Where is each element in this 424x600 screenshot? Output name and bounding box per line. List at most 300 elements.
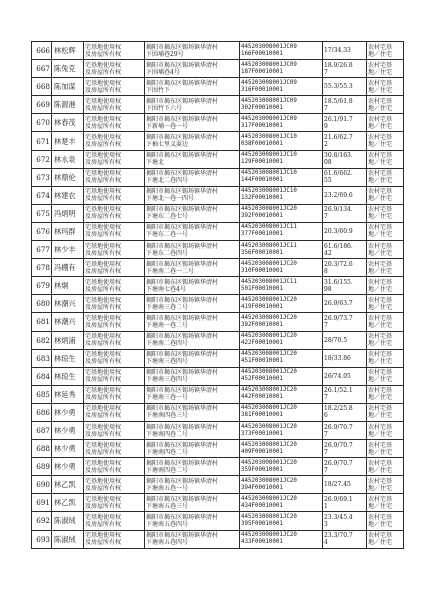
owner-name-cell bbox=[52, 168, 84, 186]
area-value: 26.9/70.7 bbox=[324, 423, 353, 431]
row-number-cell bbox=[32, 259, 52, 277]
unit-code-cell bbox=[240, 331, 323, 349]
unit-code-cell bbox=[240, 78, 323, 96]
unit-code-cell bbox=[240, 277, 323, 295]
area-value: 23.3/70.7 bbox=[324, 532, 353, 540]
row-number: 678 bbox=[36, 263, 50, 273]
unit-code-cell bbox=[240, 96, 323, 114]
area-value-cell bbox=[323, 259, 367, 277]
owner-name-cell bbox=[52, 60, 84, 78]
area-value-cell bbox=[323, 512, 367, 530]
unit-code-cell bbox=[240, 132, 323, 150]
unit-code: 132F00010001 bbox=[241, 195, 283, 202]
right-type: 及房屋所有权 bbox=[85, 213, 122, 221]
register-sheet bbox=[31, 41, 404, 549]
right-type-cell bbox=[84, 204, 145, 222]
land-use-cell bbox=[367, 349, 404, 367]
right-type: 宅基地使用权 bbox=[85, 260, 122, 268]
land-use: 农村宅基 bbox=[368, 369, 393, 377]
area-value-cell bbox=[323, 349, 367, 367]
unit-code-cell bbox=[240, 60, 323, 78]
unit-code: 317F00010001 bbox=[241, 122, 283, 129]
unit-code-cell bbox=[240, 367, 323, 385]
land-use-cell bbox=[367, 42, 404, 60]
owner-name: 陈兔克 bbox=[54, 64, 76, 74]
owner-name: 林潮兴 bbox=[54, 299, 76, 309]
row-number: 674 bbox=[36, 190, 50, 200]
unit-code-cell bbox=[240, 168, 323, 186]
land-use: 地／住宅 bbox=[368, 195, 393, 203]
table-row bbox=[32, 132, 404, 150]
land-use: 地／住宅 bbox=[368, 340, 393, 348]
owner-name-cell bbox=[52, 78, 84, 96]
land-use-cell bbox=[367, 331, 404, 349]
land-use: 地／住宅 bbox=[368, 358, 393, 366]
right-type: 及房屋所有权 bbox=[85, 340, 122, 348]
unit-code: 445203008001JC20 bbox=[241, 296, 297, 303]
owner-name: 陈加谋 bbox=[54, 82, 76, 92]
area-value: 31.6/155. bbox=[324, 278, 353, 286]
area-value: 7 bbox=[324, 466, 328, 474]
unit-code-cell bbox=[240, 512, 323, 530]
right-type: 宅基地使用权 bbox=[85, 97, 122, 105]
unit-code: 445203008001JC10 bbox=[241, 134, 297, 141]
area-value-cell bbox=[323, 277, 367, 295]
right-type: 宅基地使用权 bbox=[85, 441, 122, 449]
unit-code: 445203008001JC20 bbox=[241, 423, 297, 430]
right-type-cell bbox=[84, 349, 145, 367]
property-location: 揭阳市揭东区锡场镇华清村 bbox=[146, 513, 219, 521]
area-value: 7 bbox=[324, 68, 328, 76]
land-use-cell bbox=[367, 512, 404, 530]
right-type-cell bbox=[84, 530, 145, 548]
owner-name-cell bbox=[52, 476, 84, 494]
right-type: 及房屋所有权 bbox=[85, 430, 122, 438]
right-type-cell bbox=[84, 186, 145, 204]
right-type-cell bbox=[84, 132, 145, 150]
row-number-cell bbox=[32, 367, 52, 385]
land-use: 地／住宅 bbox=[368, 122, 393, 130]
area-value-cell bbox=[323, 367, 367, 385]
row-number: 682 bbox=[36, 335, 50, 345]
right-type: 宅基地使用权 bbox=[85, 477, 122, 485]
owner-name: 林少勇 bbox=[54, 462, 76, 472]
area-value-cell bbox=[323, 132, 367, 150]
right-type-cell bbox=[84, 222, 145, 240]
right-type: 及房屋所有权 bbox=[85, 448, 122, 456]
row-number-cell bbox=[32, 96, 52, 114]
property-location: 揭阳市揭东区锡场镇华清村 bbox=[146, 441, 219, 449]
property-location: 下新埔一巷一号 bbox=[146, 122, 189, 130]
land-use: 农村宅基 bbox=[368, 513, 393, 521]
area-value: 20.3/60.9 bbox=[324, 227, 353, 235]
row-number: 685 bbox=[36, 389, 50, 399]
land-use: 农村宅基 bbox=[368, 296, 393, 304]
right-type: 宅基地使用权 bbox=[85, 495, 122, 503]
land-use-cell bbox=[367, 476, 404, 494]
property-location: 揭阳市揭东区锡场镇华清村 bbox=[146, 224, 219, 232]
right-type: 及房屋所有权 bbox=[85, 520, 122, 528]
land-use-cell bbox=[367, 385, 404, 403]
area-value-cell bbox=[323, 114, 367, 132]
area-value: 6 bbox=[324, 412, 328, 420]
unit-code: 316F00010001 bbox=[241, 86, 283, 93]
land-use: 农村宅基 bbox=[368, 43, 393, 51]
unit-code: 442F00010001 bbox=[241, 394, 283, 401]
property-location-cell bbox=[145, 114, 240, 132]
area-value: 9 bbox=[324, 122, 328, 130]
land-use: 地／住宅 bbox=[368, 249, 393, 257]
registration-table bbox=[31, 41, 404, 549]
area-value-cell bbox=[323, 222, 367, 240]
land-use-cell bbox=[367, 241, 404, 259]
owner-name: 林鼎伦 bbox=[54, 172, 76, 182]
land-use: 农村宅基 bbox=[368, 278, 393, 286]
land-use: 农村宅基 bbox=[368, 97, 393, 105]
property-location-cell bbox=[145, 42, 240, 60]
unit-code: 445203008001JC20 bbox=[241, 405, 297, 412]
property-location: 揭阳市揭东区锡场镇华清村 bbox=[146, 79, 219, 87]
row-number-cell bbox=[32, 241, 52, 259]
row-number: 669 bbox=[36, 100, 50, 110]
property-location: 揭阳市揭东区锡场镇华清村 bbox=[146, 134, 219, 142]
land-use: 地／住宅 bbox=[368, 448, 393, 456]
right-type-cell bbox=[84, 476, 145, 494]
right-type-cell bbox=[84, 295, 145, 313]
table-row bbox=[32, 458, 404, 476]
right-type: 及房屋所有权 bbox=[85, 321, 122, 329]
row-number: 687 bbox=[36, 426, 50, 436]
owner-name: 林琼生 bbox=[54, 371, 76, 381]
right-type: 宅基地使用权 bbox=[85, 513, 122, 521]
property-location: 下塘南五巷一号 bbox=[146, 484, 189, 492]
land-use-cell bbox=[367, 150, 404, 168]
property-location: 下塘北 bbox=[146, 159, 165, 167]
unit-code: 381F00010001 bbox=[241, 412, 283, 419]
area-value-cell bbox=[323, 186, 367, 204]
property-location-cell bbox=[145, 241, 240, 259]
owner-name-cell bbox=[52, 277, 84, 295]
owner-name: 陈淑绒 bbox=[54, 516, 76, 526]
land-use-cell bbox=[367, 222, 404, 240]
property-location: 揭阳市揭东区锡场镇华清村 bbox=[146, 43, 219, 51]
property-location-cell bbox=[145, 295, 240, 313]
property-location: 下塘北一巷一四号 bbox=[146, 195, 195, 203]
unit-code: 451F00010001 bbox=[241, 358, 283, 365]
right-type: 宅基地使用权 bbox=[85, 152, 122, 160]
property-location: 揭阳市揭东区锡场镇华清村 bbox=[146, 351, 219, 359]
owner-name: 林琼生 bbox=[54, 353, 76, 363]
right-type: 宅基地使用权 bbox=[85, 134, 122, 142]
owner-name-cell bbox=[52, 96, 84, 114]
property-location: 揭阳市揭东区锡场镇华清村 bbox=[146, 314, 219, 322]
right-type: 及房屋所有权 bbox=[85, 502, 122, 510]
row-number-cell bbox=[32, 150, 52, 168]
land-use: 农村宅基 bbox=[368, 115, 393, 123]
owner-name-cell bbox=[52, 241, 84, 259]
right-type-cell bbox=[84, 42, 145, 60]
owner-name: 林潮兴 bbox=[54, 317, 76, 327]
unit-code-cell bbox=[240, 530, 323, 548]
area-value-cell bbox=[323, 60, 367, 78]
unit-code: 445203008001JC09 bbox=[241, 43, 297, 50]
property-location-cell bbox=[145, 367, 240, 385]
property-location-cell bbox=[145, 349, 240, 367]
area-value-cell bbox=[323, 168, 367, 186]
owner-name: 陈淑绒 bbox=[54, 534, 76, 544]
land-use-cell bbox=[367, 458, 404, 476]
table-row bbox=[32, 440, 404, 458]
area-value: 55.3/55.3 bbox=[324, 83, 353, 91]
property-location-cell bbox=[145, 331, 240, 349]
unit-code: 445203008001JC09 bbox=[241, 97, 297, 104]
land-use: 地／住宅 bbox=[368, 231, 393, 239]
unit-code: 445203008001JC20 bbox=[241, 351, 297, 358]
land-use-cell bbox=[367, 132, 404, 150]
table-row bbox=[32, 114, 404, 132]
land-use: 地／住宅 bbox=[368, 321, 393, 329]
right-type: 及房屋所有权 bbox=[85, 50, 122, 58]
right-type-cell bbox=[84, 421, 145, 439]
property-location: 下塘南四巷二号 bbox=[146, 448, 189, 456]
owner-name: 林建农 bbox=[54, 190, 76, 200]
row-number-cell bbox=[32, 476, 52, 494]
row-number-cell bbox=[32, 222, 52, 240]
land-use: 农村宅基 bbox=[368, 260, 393, 268]
area-value: 3 bbox=[324, 520, 328, 528]
right-type-cell bbox=[84, 277, 145, 295]
land-use: 农村宅基 bbox=[368, 170, 393, 178]
area-value: 61.6/186. bbox=[324, 242, 353, 250]
row-number-cell bbox=[32, 168, 52, 186]
area-value-cell bbox=[323, 440, 367, 458]
area-value: 17/34.33 bbox=[324, 47, 351, 55]
right-type-cell bbox=[84, 114, 145, 132]
row-number-cell bbox=[32, 331, 52, 349]
property-location-cell bbox=[145, 530, 240, 548]
unit-code: 392F00010001 bbox=[241, 321, 283, 328]
land-use: 地／住宅 bbox=[368, 484, 393, 492]
unit-code: 433F00010001 bbox=[241, 539, 283, 546]
land-use: 地／住宅 bbox=[368, 68, 393, 76]
owner-name-cell bbox=[52, 440, 84, 458]
unit-code: 445203008001JC10 bbox=[241, 152, 297, 159]
property-location: 揭阳市揭东区锡场镇华清村 bbox=[146, 61, 219, 69]
unit-code-cell bbox=[240, 42, 323, 60]
table-row bbox=[32, 421, 404, 439]
area-value: 26.1/52.1 bbox=[324, 387, 353, 395]
area-value: 42 bbox=[324, 249, 332, 257]
property-location-cell bbox=[145, 313, 240, 331]
property-location: 下塘南五巷三号 bbox=[146, 502, 189, 510]
row-number: 681 bbox=[36, 317, 50, 327]
land-use-cell bbox=[367, 421, 404, 439]
row-number: 667 bbox=[36, 64, 50, 74]
right-type: 及房屋所有权 bbox=[85, 466, 122, 474]
unit-code: 445203008001JC20 bbox=[241, 314, 297, 321]
owner-name-cell bbox=[52, 222, 84, 240]
table-row bbox=[32, 512, 404, 530]
table-row bbox=[32, 168, 404, 186]
owner-name-cell bbox=[52, 132, 84, 150]
right-type-cell bbox=[84, 494, 145, 512]
owner-name: 林乙凯 bbox=[54, 498, 76, 508]
right-type: 宅基地使用权 bbox=[85, 351, 122, 359]
property-location: 揭阳市揭东区锡场镇华清村 bbox=[146, 477, 219, 485]
unit-code: 395F00010001 bbox=[241, 520, 283, 527]
owner-name: 林炯 bbox=[54, 281, 69, 291]
unit-code: 445203008001JC20 bbox=[241, 260, 297, 267]
land-use: 地／住宅 bbox=[368, 466, 393, 474]
property-location-cell bbox=[145, 259, 240, 277]
land-use-cell bbox=[367, 60, 404, 78]
unit-code: 373F00010001 bbox=[241, 430, 283, 437]
row-number: 670 bbox=[36, 118, 50, 128]
row-number: 684 bbox=[36, 371, 50, 381]
unit-code: 452F00010001 bbox=[241, 376, 283, 383]
property-location-cell bbox=[145, 277, 240, 295]
land-use: 地／住宅 bbox=[368, 50, 393, 58]
row-number-cell bbox=[32, 313, 52, 331]
owner-name: 冯炳明 bbox=[54, 208, 76, 218]
owner-name: 林炳浦 bbox=[54, 335, 76, 345]
unit-code-cell bbox=[240, 204, 323, 222]
row-number-cell bbox=[32, 186, 52, 204]
area-value-cell bbox=[323, 96, 367, 114]
land-use: 农村宅基 bbox=[368, 134, 393, 142]
area-value-cell bbox=[323, 313, 367, 331]
unit-code: 166F00010001 bbox=[241, 50, 283, 57]
unit-code: 445203008001JC10 bbox=[241, 188, 297, 195]
owner-name: 林少勇 bbox=[54, 444, 76, 454]
owner-name-cell bbox=[52, 403, 84, 421]
area-value: 18.2/25.8 bbox=[324, 405, 353, 413]
right-type-cell bbox=[84, 168, 145, 186]
row-number: 672 bbox=[36, 154, 50, 164]
property-location: 揭阳市揭东区锡场镇华清村 bbox=[146, 278, 219, 286]
row-number: 675 bbox=[36, 208, 50, 218]
property-location-cell bbox=[145, 512, 240, 530]
table-row bbox=[32, 259, 404, 277]
right-type: 宅基地使用权 bbox=[85, 224, 122, 232]
right-type: 及房屋所有权 bbox=[85, 267, 122, 275]
unit-code: 129F00010001 bbox=[241, 159, 283, 166]
property-location-cell bbox=[145, 186, 240, 204]
right-type-cell bbox=[84, 512, 145, 530]
row-number-cell bbox=[32, 512, 52, 530]
row-number-cell bbox=[32, 78, 52, 96]
unit-code-cell bbox=[240, 259, 323, 277]
property-location: 揭阳市揭东区锡场镇华清村 bbox=[146, 260, 219, 268]
land-use: 地／住宅 bbox=[368, 177, 393, 185]
right-type-cell bbox=[84, 78, 145, 96]
land-use: 农村宅基 bbox=[368, 387, 393, 395]
area-value: 8 bbox=[324, 267, 328, 275]
area-value: 7 bbox=[324, 394, 328, 402]
unit-code: 434F00010001 bbox=[241, 502, 283, 509]
area-value: 26.1/91.7 bbox=[324, 115, 353, 123]
land-use-cell bbox=[367, 367, 404, 385]
owner-name-cell bbox=[52, 259, 84, 277]
table-row bbox=[32, 222, 404, 240]
table-row bbox=[32, 494, 404, 512]
land-use: 地／住宅 bbox=[368, 104, 393, 112]
unit-code-cell bbox=[240, 241, 323, 259]
row-number: 686 bbox=[36, 407, 50, 417]
unit-code: 445203008001JC20 bbox=[241, 441, 297, 448]
land-use: 农村宅基 bbox=[368, 441, 393, 449]
unit-code-cell bbox=[240, 150, 323, 168]
right-type: 宅基地使用权 bbox=[85, 369, 122, 377]
property-location: 下围竹下六号 bbox=[146, 104, 183, 112]
row-number: 691 bbox=[36, 498, 50, 508]
right-type: 宅基地使用权 bbox=[85, 405, 122, 413]
table-row bbox=[32, 96, 404, 114]
row-number-cell bbox=[32, 421, 52, 439]
unit-code: 144F00010001 bbox=[241, 177, 283, 184]
land-use: 地／住宅 bbox=[368, 539, 393, 547]
unit-code-cell bbox=[240, 421, 323, 439]
property-location: 下塘南四巷三号 bbox=[146, 412, 189, 420]
right-type: 宅基地使用权 bbox=[85, 188, 122, 196]
unit-code: 038F00010001 bbox=[241, 141, 283, 148]
right-type: 宅基地使用权 bbox=[85, 242, 122, 250]
row-number: 680 bbox=[36, 299, 50, 309]
right-type: 宅基地使用权 bbox=[85, 79, 122, 87]
area-value: 28/70.5 bbox=[324, 336, 348, 344]
property-location-cell bbox=[145, 476, 240, 494]
table-row bbox=[32, 385, 404, 403]
row-number: 676 bbox=[36, 226, 50, 236]
property-location: 下围埔巷29号 bbox=[146, 50, 184, 58]
unit-code: 392F00010001 bbox=[241, 213, 283, 220]
table-row bbox=[32, 186, 404, 204]
row-number-cell bbox=[32, 295, 52, 313]
area-value: 26.9/73.7 bbox=[324, 314, 353, 322]
property-location: 揭阳市揭东区锡场镇华清村 bbox=[146, 170, 219, 178]
unit-code: 445203008001JC11 bbox=[241, 224, 297, 231]
unit-code: 187F00010001 bbox=[241, 68, 283, 75]
row-number-cell bbox=[32, 458, 52, 476]
land-use-cell bbox=[367, 295, 404, 313]
owner-name-cell bbox=[52, 458, 84, 476]
right-type: 宅基地使用权 bbox=[85, 459, 122, 467]
land-use: 地／住宅 bbox=[368, 213, 393, 221]
land-use: 地／住宅 bbox=[368, 141, 393, 149]
right-type: 宅基地使用权 bbox=[85, 314, 122, 322]
property-location: 下塘南五巷四号 bbox=[146, 520, 189, 528]
owner-name-cell bbox=[52, 204, 84, 222]
right-type: 及房屋所有权 bbox=[85, 195, 122, 203]
area-value: 26.9/63.7 bbox=[324, 300, 353, 308]
row-number: 679 bbox=[36, 281, 50, 291]
area-value-cell bbox=[323, 78, 367, 96]
property-location: 下塘南五巷四号 bbox=[146, 539, 189, 547]
right-type: 及房屋所有权 bbox=[85, 412, 122, 420]
area-value: 1 bbox=[324, 502, 328, 510]
row-number: 690 bbox=[36, 480, 50, 490]
right-type: 及房屋所有权 bbox=[85, 376, 122, 384]
unit-code: 445203008001JC20 bbox=[241, 206, 297, 213]
row-number: 692 bbox=[36, 516, 50, 526]
property-location: 揭阳市揭东区锡场镇华清村 bbox=[146, 495, 219, 503]
table-row bbox=[32, 42, 404, 60]
property-location: 揭阳市揭东区锡场镇华清村 bbox=[146, 333, 219, 341]
right-type: 及房屋所有权 bbox=[85, 68, 122, 76]
table-row bbox=[32, 277, 404, 295]
area-value-cell bbox=[323, 150, 367, 168]
right-type: 及房屋所有权 bbox=[85, 358, 122, 366]
